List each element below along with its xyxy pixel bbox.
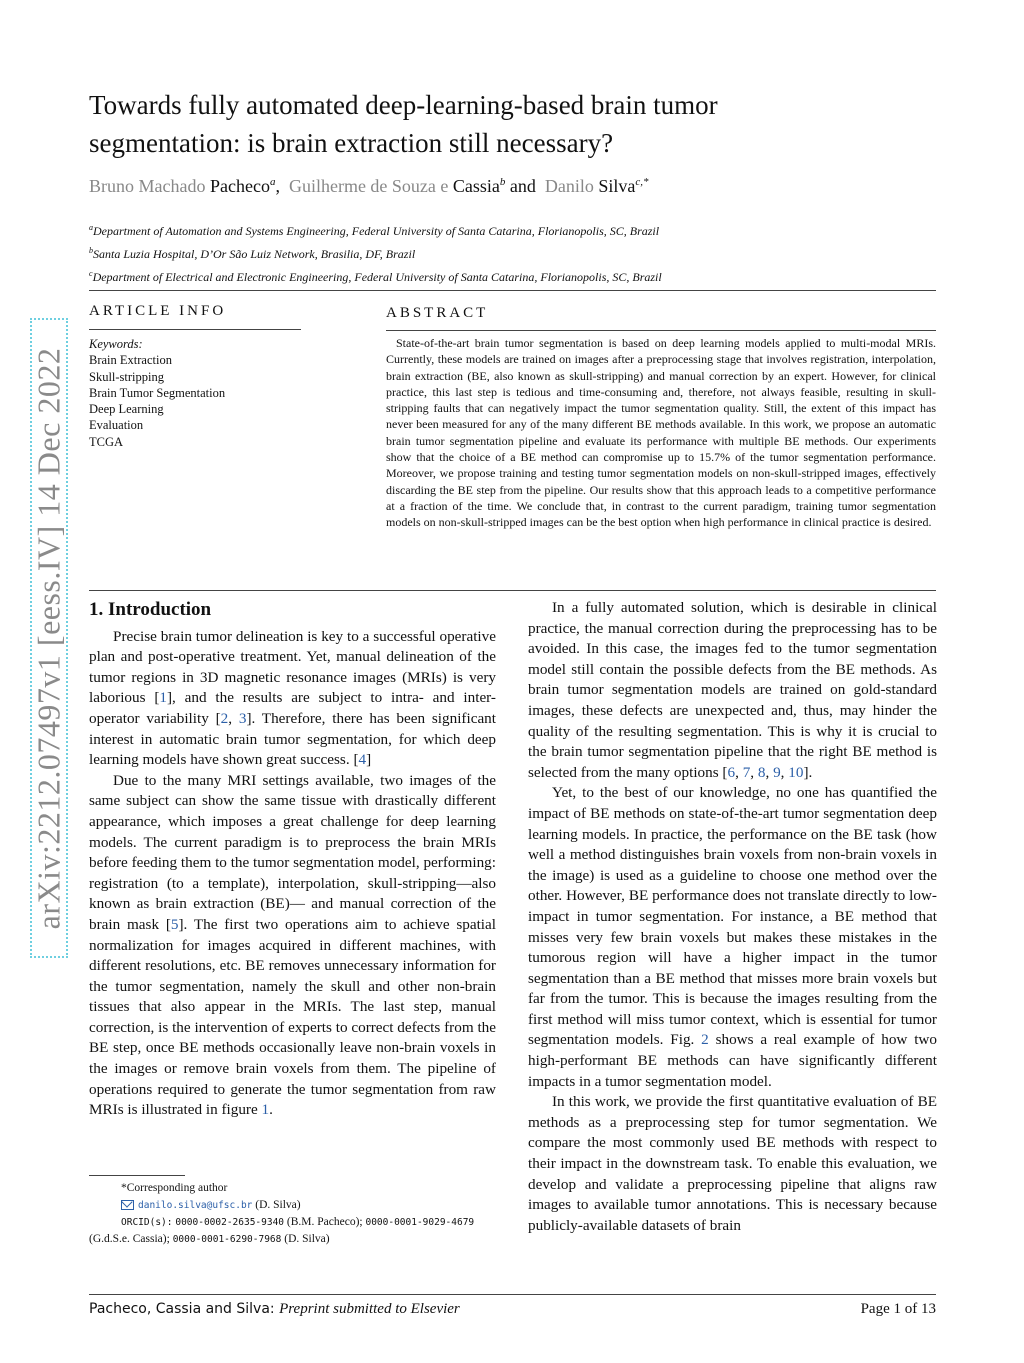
keyword-item: Deep Learning	[89, 402, 164, 417]
email-link[interactable]: danilo.silva@ufsc.br	[138, 1200, 253, 1211]
intro-paragraph-5: In this work, we provide the first quantitative evaluation of BE methods as a preprocessing step for tumor segmentation. We compare the most commonly used BE methods with respect to their impact in the downstream task. To enable this evaluation, we develop and validate a preprocessing pipeline that aligns raw images to available tumor annotations. This is necessary because publicly-available datasets of brain	[528, 1093, 937, 1234]
citation-link[interactable]: 1	[159, 689, 167, 707]
author-3-sup: c,*	[635, 176, 649, 188]
author-2-first: Guilherme de Souza e	[288, 176, 449, 196]
footnotes	[89, 1180, 496, 1248]
article-info-heading: ARTICLE INFO	[89, 303, 227, 319]
affiliations	[89, 218, 949, 287]
keyword-item: Skull-stripping	[89, 369, 165, 384]
citation-link[interactable]: 8	[757, 763, 766, 781]
orcid-label: ORCID(s):	[121, 1217, 173, 1228]
orcid-id: 0000-0002-2635-9340	[175, 1217, 285, 1228]
orcid-owner: (D. Silva)	[284, 1233, 330, 1245]
keyword-item: Evaluation	[89, 418, 144, 433]
citation-link[interactable]: 5	[170, 915, 179, 933]
affiliation-a-sup: a	[89, 223, 93, 232]
text-run: In a fully automated solution, which is desirable in clinical practice, the manual correction during the preprocessing has to be avoided. In this case, the images fed to the tumor segmentation model still contain the possible defects from the BE methods. As brain tumor segmentation models are trained on gold-standard images, these defects are unexpected and, thus, may hinder the quality of the resulting segmentation. This is why it is crucial to the brain tumor segmentation pipeline that the right BE method is selected from the many options [	[528, 599, 937, 781]
footer-citation	[89, 1301, 460, 1318]
email-owner: (D. Silva)	[255, 1199, 301, 1211]
author-1-sup: a	[269, 176, 276, 188]
figure-link[interactable]: 2	[701, 1031, 709, 1049]
author-1-last: Pacheco	[209, 176, 270, 196]
keywords-block	[89, 336, 225, 450]
text-run: ,	[765, 763, 774, 781]
text-run: ].	[803, 763, 813, 781]
article-info-rule	[89, 329, 301, 330]
abstract-rule	[386, 330, 936, 331]
footer-venue: Preprint submitted to Elsevier	[279, 1301, 460, 1317]
paper-title: Towards fully automated deep-learning-based brain tumor segmentation: is brain extraction still necessary?	[89, 90, 718, 158]
text-run: Precise brain tumor delineation is key to a successful operative plan and post-operative treatment. Yet, manual delineation of the tumor regions in 3D magnetic resonance images (MRIs) is very laborious [	[89, 627, 496, 707]
text-run: Yet, to the best of our knowledge, no one has quantified the impact of BE methods on state-of-the-art tumor segmentation deep learning models. In practice, the performance on the BE task (how well a method distinguishes brain voxels from non-brain voxels in the image) is used as a guideline to choose one method over the other. However, BE performance does not translate directly to low-impact in tumor segmentation. For instance, a BE method that misses very few brain voxels but makes these mistakes in the tumorous region will have a higher impact in the tumor segmentation than a BE method that misses more brain voxels but far from the tumor. This is because the images resulting from the first method will miss tumor context, which is essential for tumor segmentation models. Fig.	[528, 784, 937, 1049]
figure-link[interactable]: 1	[261, 1101, 270, 1119]
right-column	[528, 598, 937, 1236]
keyword-item: Brain Extraction	[89, 353, 172, 368]
author-1-first: Bruno Machado	[89, 176, 206, 196]
text-run: ], and the results are subject to intra- and inter-operator variability [	[89, 689, 496, 727]
text-run: ]. Therefore, there has been significant interest in automatic brain tumor segmentation, for which deep learning models have shown great success. [	[89, 709, 496, 769]
affiliation-c-sup: c	[89, 269, 93, 278]
section-heading-introduction: 1. Introduction	[89, 599, 212, 620]
text-run: ,	[228, 709, 239, 727]
author-join: and	[509, 176, 536, 196]
orcid-line-2	[89, 1231, 496, 1248]
text-run: ,	[735, 763, 743, 781]
abstract-text: State-of-the-art brain tumor segmentation is based on deep learning models applied to multi-modal MRIs. Currently, these models are trained on images after a preprocessing stage that involves registration, interpolation, brain extraction (BE, also known as skull-stripping) and manual correction by an expert. However, for clinical practice, this last step is tedious and time-consuming and, therefore, not always feasible, resulting in skull-stripping faults that can negatively impact the tumor segmentation quality. Still, the extent of this impact has never been measured for any of the many different BE methods available. In this work, we propose an automatic brain tumor segmentation pipeline and evaluate its performance with multiple BE methods. Our experiments show that the choice of a BE method can compromise up to 15.7% of the tumor segmentation performance. Moreover, we propose training and testing tumor segmentation models on non-skull-stripped images, effectively discarding the BE step from the pipeline. Our results show that this approach leads to a competitive performance at a fraction of the time. We conclude that, in contrast to the current paradigm, training tumor segmentation models on non-skull-stripped images can be the best option when high performance in clinical practice is desired.	[386, 336, 936, 530]
citation-link[interactable]: 3	[238, 709, 247, 727]
citation-link[interactable]: 6	[727, 763, 736, 781]
citation-link[interactable]: 2	[220, 709, 229, 727]
text-run: ]	[366, 751, 372, 769]
affiliation-b	[89, 241, 949, 264]
page-number: Page 1 of 13	[860, 1301, 936, 1317]
orcid-owner: (B.M. Pacheco);	[286, 1216, 363, 1228]
email-line	[89, 1197, 496, 1214]
citation-link[interactable]: 9	[773, 763, 781, 781]
affiliation-b-sup: b	[89, 246, 93, 255]
text-run: ,	[780, 763, 789, 781]
orcid-id: 0000-0001-6290-7968	[172, 1234, 282, 1245]
text-run: ]. The first two operations aim to achieve spatial normalization for images acquired in different machines, with different resolutions, etc. BE removes unnecessary information for the tumor segmentation, namely the skull and other non-brain tissues that also appear in the MRIs. The last step, manual correction, is the intervention of experts to correct defects from the BE step, once BE methods occasionally leave non-brain voxels in the images or remove brain voxels from them. The pipeline of operations required to generate the tumor segmentation from raw MRIs is illustrated in figure	[89, 915, 496, 1119]
affiliation-a	[89, 218, 949, 241]
arxiv-stamp-text: arXiv:2212.07497v1 [eess.IV] 14 Dec 2022	[30, 347, 67, 929]
orcid-owner: (G.d.S.e. Cassia);	[89, 1233, 170, 1245]
mail-icon	[121, 1200, 134, 1210]
header-divider	[89, 290, 936, 291]
keyword-item: TCGA	[89, 434, 124, 449]
author-3-first: Danilo	[544, 176, 594, 196]
keywords-label: Keywords:	[89, 337, 143, 351]
citation-link[interactable]: 7	[742, 763, 751, 781]
text-run: shows a real example of how two high-performant BE methods can have significantly different impacts in a tumor segmentation model.	[528, 1031, 937, 1090]
affiliation-b-text: Santa Luzia Hospital, D’Or São Luiz Network, Brasilia, DF, Brazil	[93, 247, 416, 261]
footnote-divider	[89, 1175, 185, 1176]
corresponding-author-note: *Corresponding author	[121, 1182, 228, 1194]
orcid-line	[89, 1214, 496, 1231]
intro-paragraph-1	[89, 627, 496, 771]
author-list: Bruno Machado Pacheco$^a$, Guilherme de Souza e Cassia$^b$ and Danilo Silva$^{c,*}$	[89, 176, 649, 196]
author-2-last: Cassia	[452, 176, 500, 196]
arxiv-stamp	[30, 318, 68, 958]
abstract-divider	[89, 590, 936, 591]
intro-paragraph-3	[528, 598, 937, 783]
affiliation-c-text: Department of Electrical and Electronic Engineering, Federal University of Santa Catarina, Florianopolis, SC, Brazil	[92, 270, 662, 284]
citation-link[interactable]: 4	[358, 751, 367, 769]
abstract-heading: ABSTRACT	[386, 305, 489, 321]
affiliation-c	[89, 264, 949, 287]
author-3-last: Silva	[598, 176, 636, 196]
citation-link[interactable]: 10	[788, 763, 804, 781]
footer-divider	[89, 1294, 936, 1295]
keyword-item: Brain Tumor Segmentation	[89, 385, 226, 400]
author-2-sup: b	[499, 176, 506, 188]
affiliation-a-text: Department of Automation and Systems Engineering, Federal University of Santa Catarina, Florianopolis, SC, Brazil	[93, 224, 660, 238]
intro-paragraph-2	[89, 771, 496, 1121]
footer-authors: Pacheco, Cassia and Silva:	[89, 1301, 275, 1317]
orcid-id: 0000-0001-9029-4679	[365, 1217, 475, 1228]
text-run: .	[269, 1101, 273, 1119]
text-run: ,	[750, 763, 758, 781]
intro-paragraph-4	[528, 783, 937, 1092]
left-column	[89, 600, 496, 1121]
text-run: Due to the many MRI settings available, two images of the same subject can show the same tissue with drastically different appearance, which imposes a great challenge for deep learning models. The current paradigm is to preprocess the brain MRIs before feeding them to the tumor segmentation model, performing: registration (to a template), interpolation, skull-stripping—also known as brain extraction (BE)— and manual correction of the brain mask [	[89, 771, 496, 933]
